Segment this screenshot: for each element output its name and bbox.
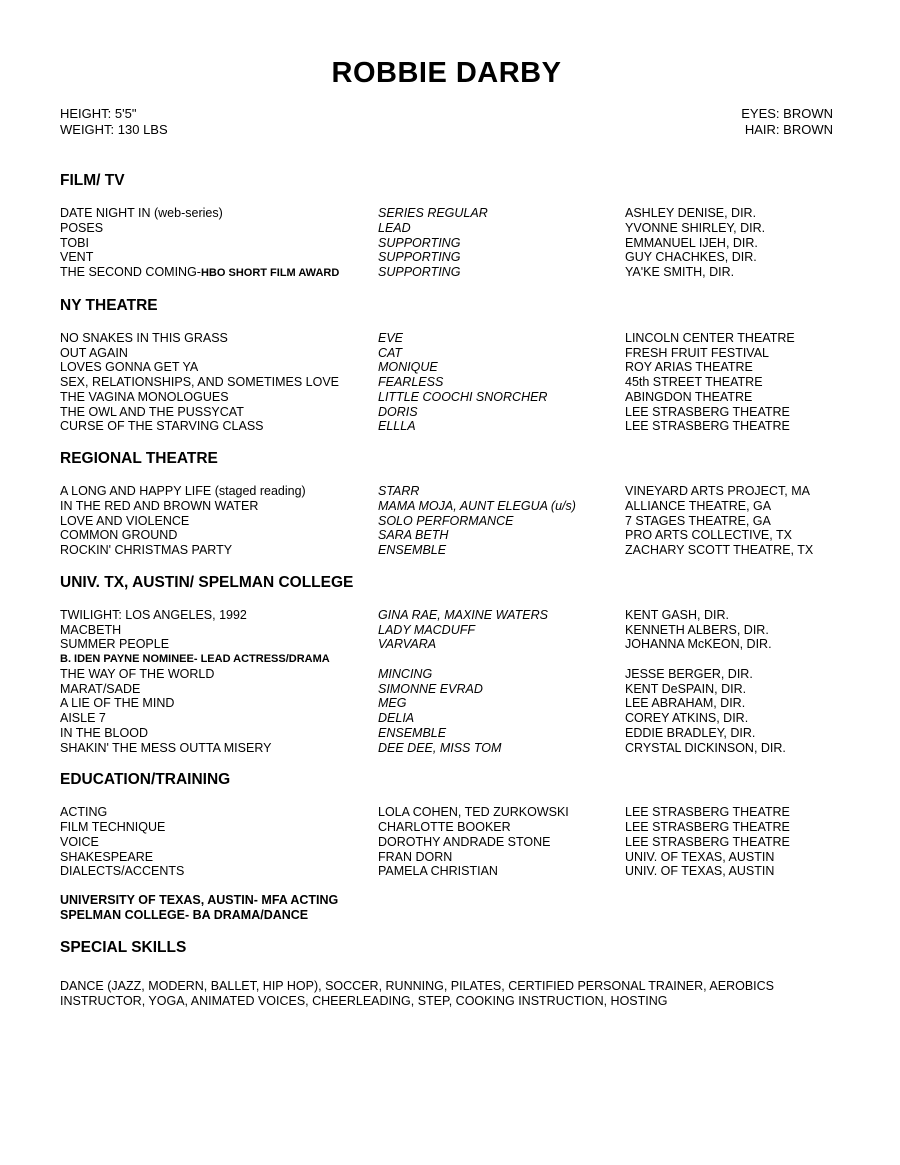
production-title: THE VAGINA MONOLOGUES bbox=[60, 389, 229, 404]
table-row bbox=[60, 528, 833, 543]
table-row bbox=[60, 820, 833, 835]
eyes-stat: EYES: BROWN bbox=[741, 106, 833, 121]
table-row bbox=[60, 741, 833, 756]
table-row bbox=[60, 835, 833, 850]
section-heading: REGIONAL THEATRE bbox=[60, 450, 218, 467]
special-skills-text: DANCE (JAZZ, MODERN, BALLET, HIP HOP), SOCCER, RUNNING, PILATES, CERTIFIED PERSONAL TRAINER, AEROBICS INSTRUCTOR, YOGA, ANIMATED VOICES, CHEERLEADING, STEP, COOKING INSTRUCTION, HOSTING bbox=[60, 979, 775, 1008]
production-title: MACBETH bbox=[60, 622, 122, 637]
table-row bbox=[60, 221, 833, 236]
credit: KENT DeSPAIN, DIR. bbox=[625, 681, 747, 696]
section-heading: EDUCATION/TRAINING bbox=[60, 771, 231, 789]
credit: EMMANUEL IJEH, DIR. bbox=[625, 235, 758, 250]
role: DORIS bbox=[378, 404, 418, 419]
role: SOLO PERFORMANCE bbox=[378, 513, 514, 528]
table-row bbox=[60, 543, 833, 558]
role: MAMA MOJA, AUNT ELEGUA (u/s) bbox=[378, 498, 576, 513]
section-rows bbox=[60, 331, 833, 434]
credit: KENT GASH, DIR. bbox=[625, 607, 729, 622]
production-title: MARAT/SADE bbox=[60, 681, 141, 696]
credit: JOHANNA McKEON, DIR. bbox=[625, 637, 772, 652]
production-title: IN THE RED AND BROWN WATER bbox=[60, 498, 259, 513]
production-title: SEX, RELATIONSHIPS, AND SOMETIMES LOVE bbox=[60, 375, 340, 389]
table-row bbox=[60, 375, 833, 390]
section-rows bbox=[60, 206, 833, 281]
production-title: SHAKIN' THE MESS OUTTA MISERY bbox=[60, 740, 272, 755]
table-row bbox=[60, 637, 833, 652]
role: LOLA COHEN, TED ZURKOWSKI bbox=[378, 805, 569, 820]
production-title: ACTING bbox=[60, 805, 108, 820]
role: SERIES REGULAR bbox=[378, 206, 488, 220]
weight-stat: WEIGHT: 130 LBS bbox=[60, 121, 168, 137]
credit: EDDIE BRADLEY, DIR. bbox=[625, 725, 756, 740]
role: EVE bbox=[378, 330, 404, 345]
role: SIMONNE EVRAD bbox=[378, 681, 483, 696]
credit: LEE STRASBERG THEATRE bbox=[625, 820, 790, 834]
credit: YVONNE SHIRLEY, DIR. bbox=[625, 220, 766, 235]
production-title: THE OWL AND THE PUSSYCAT bbox=[60, 404, 244, 419]
table-row bbox=[60, 864, 833, 879]
table-row bbox=[60, 265, 833, 281]
role: SUPPORTING bbox=[378, 235, 461, 250]
role: SARA BETH bbox=[378, 528, 449, 543]
vital-stats bbox=[60, 106, 833, 137]
production-title: LOVES GONNA GET YA bbox=[60, 360, 199, 375]
role: VARVARA bbox=[378, 637, 437, 652]
table-row bbox=[60, 608, 833, 623]
role: ENSEMBLE bbox=[378, 725, 447, 740]
section-rows bbox=[60, 805, 833, 879]
table-row bbox=[60, 711, 833, 726]
table-row bbox=[60, 499, 833, 514]
table-row bbox=[60, 405, 833, 420]
degree-line: UNIVERSITY OF TEXAS, AUSTIN- MFA ACTING bbox=[60, 893, 339, 907]
credit: ABINGDON THEATRE bbox=[625, 389, 753, 404]
table-row bbox=[60, 682, 833, 697]
degree-line: SPELMAN COLLEGE- BA DRAMA/DANCE bbox=[60, 908, 309, 922]
role: FEARLESS bbox=[378, 375, 444, 389]
credit: VINEYARD ARTS PROJECT, MA bbox=[625, 484, 810, 498]
section-heading: FILM/ TV bbox=[60, 172, 125, 189]
award-note: B. IDEN PAYNE NOMINEE- LEAD ACTRESS/DRAMA bbox=[60, 653, 330, 665]
credit: 7 STAGES THEATRE, GA bbox=[625, 513, 771, 528]
production-title: OUT AGAIN bbox=[60, 345, 128, 360]
credit: JESSE BERGER, DIR. bbox=[625, 666, 753, 681]
role: PAMELA CHRISTIAN bbox=[378, 864, 498, 879]
credit: LEE STRASBERG THEATRE bbox=[625, 404, 790, 419]
production-title: CURSE OF THE STARVING CLASS bbox=[60, 419, 264, 434]
credit: ASHLEY DENISE, DIR. bbox=[625, 206, 757, 220]
production-title: COMMON GROUND bbox=[60, 528, 178, 543]
role: STARR bbox=[378, 484, 420, 498]
table-row bbox=[60, 726, 833, 741]
role: ELLLA bbox=[378, 419, 416, 434]
credit: LEE STRASBERG THEATRE bbox=[625, 805, 790, 820]
credit: PRO ARTS COLLECTIVE, TX bbox=[625, 528, 792, 543]
role: SUPPORTING bbox=[378, 265, 461, 279]
credit: UNIV. OF TEXAS, AUSTIN bbox=[625, 849, 775, 864]
production-title: A LONG AND HAPPY LIFE (staged reading) bbox=[60, 484, 306, 498]
role: MONIQUE bbox=[378, 360, 438, 375]
table-row bbox=[60, 667, 833, 682]
section-univ-tx-spelman bbox=[60, 575, 833, 756]
section-special-skills bbox=[60, 940, 833, 1009]
credit: COREY ATKINS, DIR. bbox=[625, 711, 749, 725]
credit: GUY CHACHKES, DIR. bbox=[625, 250, 757, 265]
production-title: THE WAY OF THE WORLD bbox=[60, 666, 215, 681]
credit: CRYSTAL DICKINSON, DIR. bbox=[625, 740, 786, 755]
credit: YA'KE SMITH, DIR. bbox=[625, 265, 735, 279]
section-ny-theatre bbox=[60, 298, 833, 434]
role: MEG bbox=[378, 696, 407, 711]
page-title: ROBBIE DARBY bbox=[331, 57, 562, 89]
table-row bbox=[60, 236, 833, 251]
production-title: THE SECOND COMING-HBO SHORT FILM AWARD bbox=[60, 265, 340, 279]
role: DOROTHY ANDRADE STONE bbox=[378, 834, 551, 849]
vital-stats-right bbox=[741, 106, 833, 137]
credit: ZACHARY SCOTT THEATRE, TX bbox=[625, 543, 814, 557]
role: CAT bbox=[378, 345, 403, 360]
credit: LINCOLN CENTER THEATRE bbox=[625, 330, 795, 345]
production-title: FILM TECHNIQUE bbox=[60, 820, 166, 834]
production-title: TOBI bbox=[60, 235, 89, 250]
production-title: SUMMER PEOPLE bbox=[60, 637, 170, 652]
table-row bbox=[60, 805, 833, 820]
table-row bbox=[60, 346, 833, 361]
role: DEE DEE, MISS TOM bbox=[378, 740, 502, 755]
award-label: HBO SHORT FILM AWARD bbox=[200, 267, 340, 279]
section-heading: SPECIAL SKILLS bbox=[60, 939, 187, 956]
credit: ALLIANCE THEATRE, GA bbox=[625, 498, 772, 513]
vital-stats-left bbox=[60, 106, 168, 137]
section-rows bbox=[60, 608, 833, 756]
production-title: TWILIGHT: LOS ANGELES, 1992 bbox=[60, 607, 247, 622]
table-row bbox=[60, 360, 833, 375]
production-title: SHAKESPEARE bbox=[60, 849, 154, 864]
role: LITTLE COOCHI SNORCHER bbox=[378, 389, 548, 404]
role: CHARLOTTE BOOKER bbox=[378, 820, 511, 834]
table-row bbox=[60, 850, 833, 865]
role: MINCING bbox=[378, 666, 433, 681]
credit: LEE STRASBERG THEATRE bbox=[625, 834, 790, 849]
section-film-tv bbox=[60, 173, 833, 281]
production-title: DATE NIGHT IN (web-series) bbox=[60, 206, 223, 220]
section-heading: NY THEATRE bbox=[60, 296, 158, 314]
resume-sections bbox=[60, 173, 833, 879]
production-title: POSES bbox=[60, 220, 104, 235]
credit: ROY ARIAS THEATRE bbox=[625, 360, 753, 375]
production-title: VOICE bbox=[60, 834, 99, 849]
table-row bbox=[60, 250, 833, 265]
credit: LEE STRASBERG THEATRE bbox=[625, 419, 790, 434]
role: SUPPORTING bbox=[378, 250, 461, 265]
production-title: AISLE 7 bbox=[60, 711, 106, 725]
role: FRAN DORN bbox=[378, 849, 453, 864]
table-row bbox=[60, 331, 833, 346]
credit: LEE ABRAHAM, DIR. bbox=[625, 696, 746, 711]
table-row bbox=[60, 623, 833, 638]
table-row bbox=[60, 206, 833, 221]
role: ENSEMBLE bbox=[378, 543, 447, 557]
table-row bbox=[60, 419, 833, 434]
section-heading: UNIV. TX, AUSTIN/ SPELMAN COLLEGE bbox=[60, 573, 354, 591]
production-title: DIALECTS/ACCENTS bbox=[60, 864, 185, 879]
credit: KENNETH ALBERS, DIR. bbox=[625, 622, 769, 637]
hair-stat: HAIR: BROWN bbox=[744, 121, 833, 137]
section-education-training bbox=[60, 772, 833, 879]
production-title: ROCKIN' CHRISTMAS PARTY bbox=[60, 543, 233, 557]
credit: 45th STREET THEATRE bbox=[625, 375, 763, 389]
table-row bbox=[60, 484, 833, 499]
table-row bbox=[60, 696, 833, 711]
role: GINA RAE, MAXINE WATERS bbox=[378, 607, 548, 622]
height-stat: HEIGHT: 5'5" bbox=[60, 106, 137, 121]
section-rows bbox=[60, 484, 833, 558]
role: LADY MACDUFF bbox=[378, 622, 476, 637]
degrees-block bbox=[60, 893, 833, 923]
credit: UNIV. OF TEXAS, AUSTIN bbox=[625, 864, 775, 879]
production-title: LOVE AND VIOLENCE bbox=[60, 513, 190, 528]
table-row bbox=[60, 390, 833, 405]
production-title: A LIE OF THE MIND bbox=[60, 696, 175, 711]
production-title: VENT bbox=[60, 250, 94, 265]
role: DELIA bbox=[378, 711, 415, 725]
role: LEAD bbox=[378, 220, 411, 235]
production-title: IN THE BLOOD bbox=[60, 725, 148, 740]
section-regional-theatre bbox=[60, 451, 833, 558]
table-row bbox=[60, 514, 833, 529]
credit: FRESH FRUIT FESTIVAL bbox=[625, 345, 770, 360]
production-title: NO SNAKES IN THIS GRASS bbox=[60, 330, 228, 345]
